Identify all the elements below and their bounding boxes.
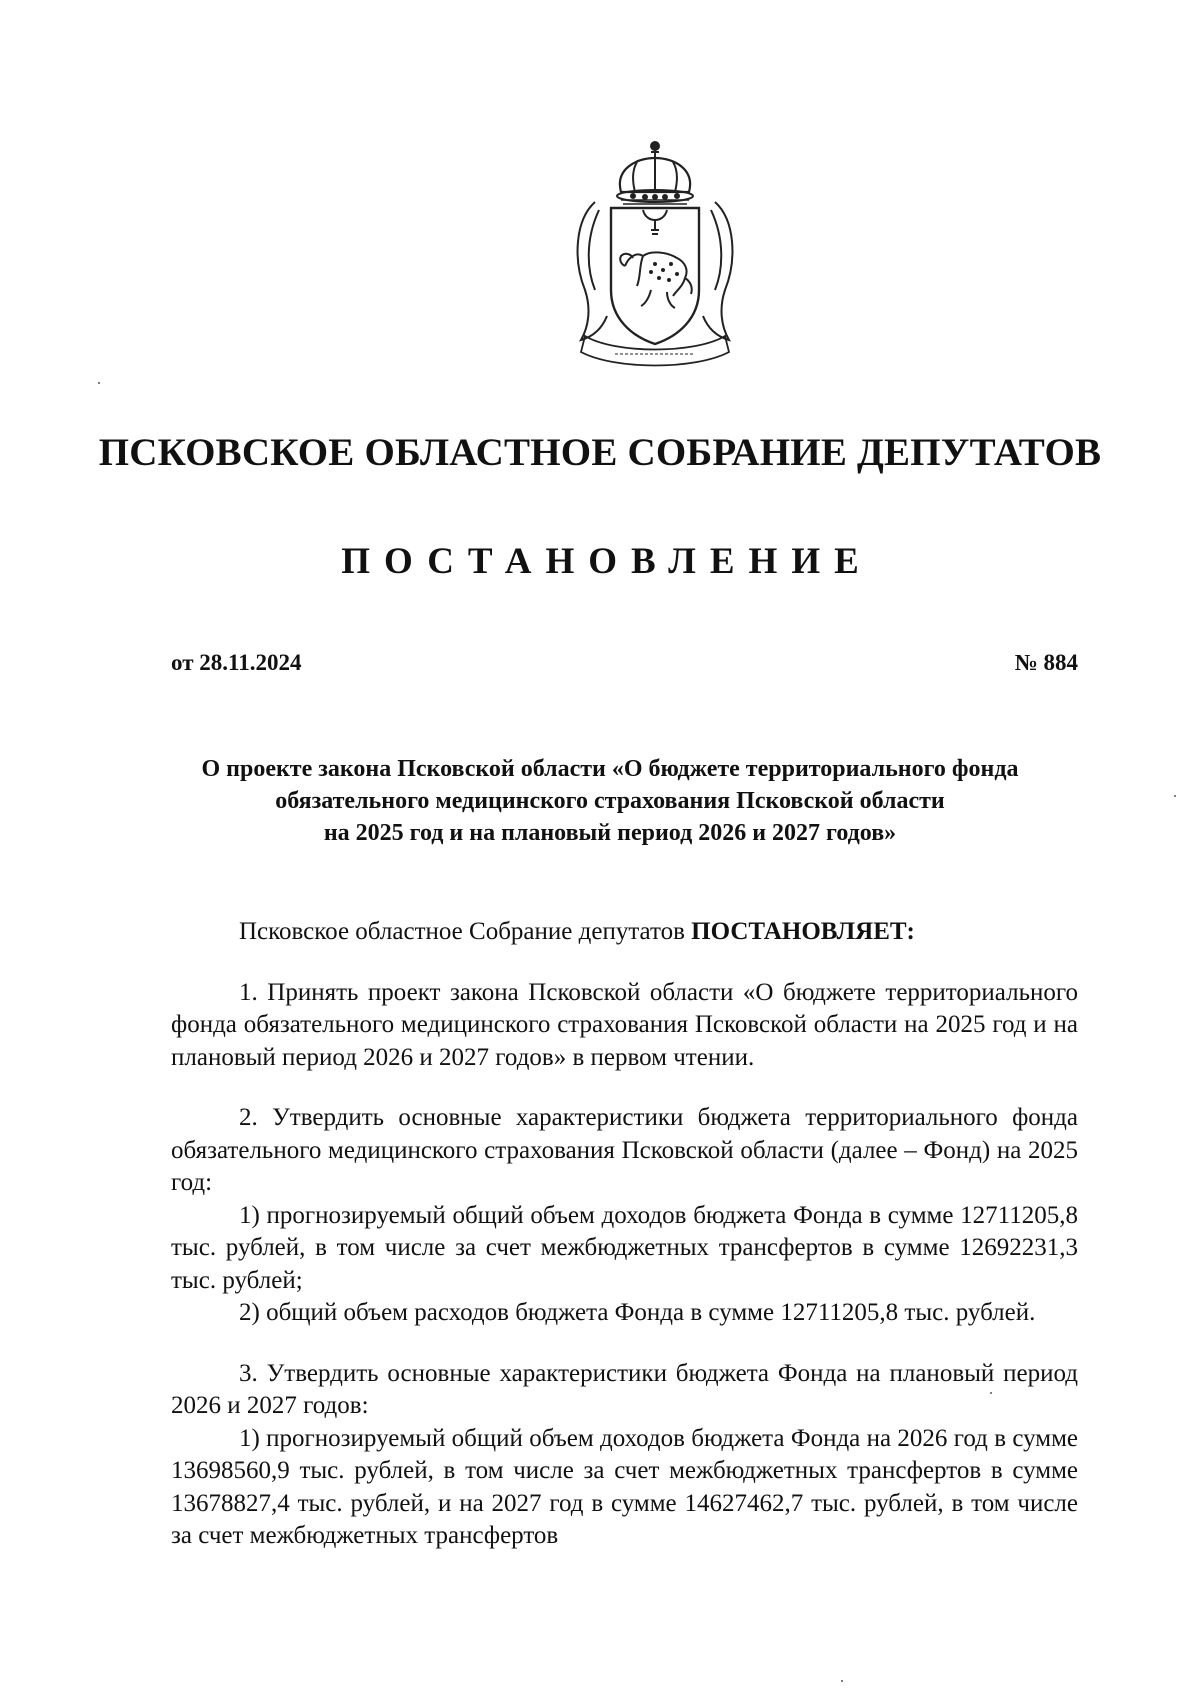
paragraph-3-item-1: 1) прогнозируемый общий объем доходов бюджета Фонда на 2026 год в сумме 13698560,9 тыс. рублей, в том числе за счет межбюджетных трансфертов в сумме 13678827,4 тыс. рублей, и на 2027 год в сумме 14627462,7 тыс. рублей, в том числе за счет межбюджетных трансфертов xyxy=(171,1424,1078,1549)
paragraph-1: 1. Принять проект закона Псковской области «О бюджете территориального фонда обязательного медицинского страхования Псковской области на 2025 год и на плановый период 2026 и 2027 годов» в первом чтении. xyxy=(171,978,1078,1071)
intro-keyword: ПОСТАНОВЛЯЕТ: xyxy=(691,918,915,945)
intro-text: Псковское областное Собрание депутатов xyxy=(239,918,692,945)
paragraph-2-item-1: 1) прогнозируемый общий объем доходов бюджета Фонда в сумме 12711205,8 тыс. рублей, в том числе за счет межбюджетных трансфертов в сумме 12692231,3 тыс. рублей; xyxy=(171,1201,1078,1294)
title-line-3: на 2025 год и на плановый период 2026 и 2027 годов» xyxy=(323,820,897,846)
title-line-1: О проекте закона Псковской области «О бюджете территориального фонда xyxy=(201,756,1019,782)
title-line-2: обязательного медицинского страхования Псковской области xyxy=(275,788,945,814)
document-date: от 28.11.2024 xyxy=(171,650,302,675)
paragraph-2: 2. Утвердить основные характеристики бюджета территориального фонда обязательного медицинского страхования Псковской области (далее – Фонд) на 2025 год: xyxy=(171,1104,1078,1196)
paragraph-3: 3. Утвердить основные характеристики бюджета Фонда на плановый период 2026 и 2027 годов: xyxy=(171,1359,1078,1419)
paragraph-2-item-2: 2) общий объем расходов бюджета Фонда в сумме 12711205,8 тыс. рублей. xyxy=(239,1299,1036,1326)
resolution-intro xyxy=(171,916,1078,949)
document-type: ПОСТАНОВЛЕНИЕ xyxy=(341,541,873,582)
document-number: № 884 xyxy=(1014,650,1078,675)
document-title xyxy=(150,753,1070,849)
organization-name: ПСКОВСКОЕ ОБЛАСТНОЕ СОБРАНИЕ ДЕПУТАТОВ xyxy=(98,431,1102,474)
document-body xyxy=(171,916,1078,1553)
pskov-coat-of-arms-icon xyxy=(555,140,755,380)
